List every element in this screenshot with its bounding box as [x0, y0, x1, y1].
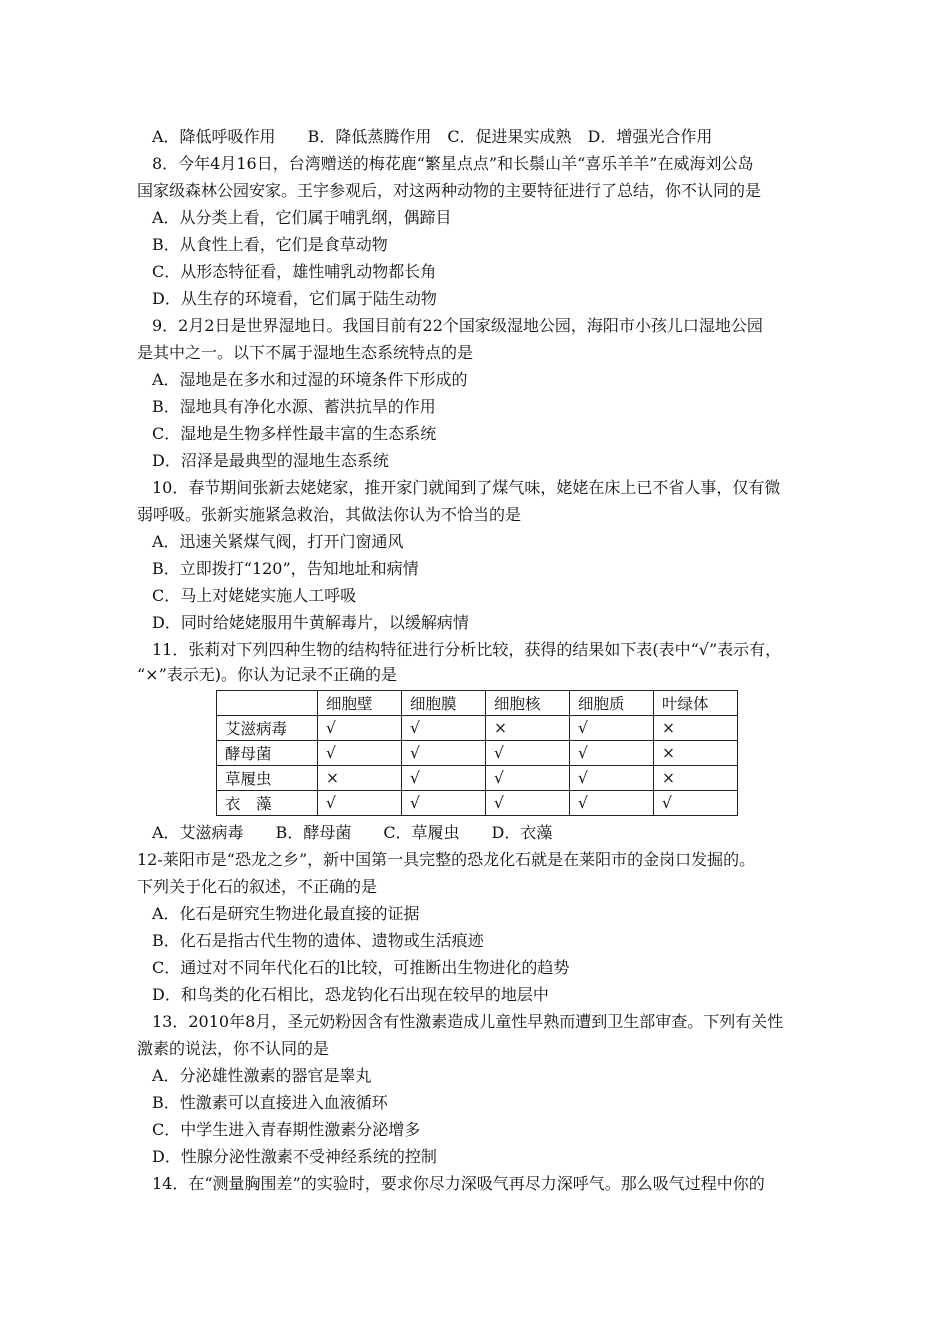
q12-option-b: B．化石是指古代生物的遗体、遗物或生活痕迹	[152, 931, 484, 950]
table-cell: √	[654, 791, 738, 816]
table-cell: √	[402, 766, 486, 791]
q8-option-a: A．从分类上看，它们属于哺乳纲，偶蹄目	[152, 208, 452, 227]
cell-structure-table	[216, 690, 738, 816]
q13-stem-line2: 激素的说法，你不认同的是	[137, 1039, 330, 1058]
table-cell: √	[570, 766, 654, 791]
q8-option-c: C．从形态特征看，雄性哺乳动物都长角	[152, 262, 437, 281]
q7-options: A．降低呼吸作用 B．降低蒸腾作用 C．促进果实成熟 D．增强光合作用	[152, 127, 713, 146]
q14-stem-line1: 14．在“测量胸围差”的实验时，要求你尽力深吸气再尽力深呼气。那么吸气过程中你的	[152, 1174, 765, 1193]
table-header-cell: 叶绿体	[654, 691, 738, 716]
table-cell: √	[402, 791, 486, 816]
q13-option-b: B．性激素可以直接进入血液循环	[152, 1093, 388, 1112]
q10-option-b: B．立即拨打“120”，告知地址和病情	[152, 559, 419, 578]
q11-stem-line2: “×”表示无)。你认为记录不正确的是	[137, 665, 398, 684]
q8-stem-line2: 国家级森林公园安家。王宇参观后，对这两种动物的主要特征进行了总结，你不认同的是	[137, 181, 762, 200]
table-header-cell: 细胞核	[486, 691, 570, 716]
q12-stem-line2: 下列关于化石的叙述，不正确的是	[137, 877, 378, 896]
q10-option-d: D．同时给姥姥服用牛黄解毒片，以缓解病情	[152, 613, 469, 632]
q13-option-c: C．中学生进入青春期性激素分泌增多	[152, 1120, 421, 1139]
table-cell: √	[486, 741, 570, 766]
q9-option-d: D．沼泽是最典型的湿地生态系统	[152, 451, 389, 470]
table-header-cell: 细胞质	[570, 691, 654, 716]
q8-stem-line1: 8．今年4月16日，台湾赠送的梅花鹿“繁星点点”和长鬃山羊“喜乐羊羊”在威海刘公岛	[152, 154, 754, 173]
table-row	[217, 741, 738, 766]
organism-name: 酵母菌	[217, 741, 318, 766]
table-cell: √	[402, 716, 486, 741]
q12-option-a: A．化石是研究生物进化最直接的证据	[152, 904, 420, 923]
q9-option-b: B．湿地具有净化水源、蓄洪抗旱的作用	[152, 397, 436, 416]
q10-stem-line2: 弱呼吸。张新实施紧急救治，其做法你认为不恰当的是	[137, 505, 522, 524]
q8-option-d: D．从生存的环境看，它们属于陆生动物	[152, 289, 437, 308]
table-cell: √	[486, 766, 570, 791]
organism-name: 衣 藻	[217, 791, 318, 816]
table-header-row	[217, 691, 738, 716]
q13-stem-line1: 13．2010年8月，圣元奶粉因含有性激素造成儿童性早熟而遭到卫生部审查。下列有关性	[152, 1012, 784, 1031]
q9-option-a: A．湿地是在多水和过湿的环境条件下形成的	[152, 370, 468, 389]
table-row	[217, 766, 738, 791]
organism-name: 草履虫	[217, 766, 318, 791]
table-cell: ×	[654, 741, 738, 766]
q12-stem-line1: 12-莱阳市是“恐龙之乡”，新中国第一具完整的恐龙化石就是在莱阳市的金岗口发掘的。	[137, 850, 756, 869]
q10-option-a: A．迅速关紧煤气阀，打开门窗通风	[152, 532, 404, 551]
table-header-cell: 细胞膜	[402, 691, 486, 716]
table-cell: √	[318, 741, 402, 766]
organism-name: 艾滋病毒	[217, 716, 318, 741]
table-cell: √	[318, 716, 402, 741]
table-cell: ×	[654, 716, 738, 741]
q9-option-c: C．湿地是生物多样性最丰富的生态系统	[152, 424, 437, 443]
q13-option-d: D．性腺分泌性激素不受神经系统的控制	[152, 1147, 437, 1166]
q13-option-a: A．分泌雄性激素的器官是睾丸	[152, 1066, 372, 1085]
table-cell: √	[318, 791, 402, 816]
q12-option-c: C．通过对不同年代化石的l比较，可推断出生物进化的趋势	[152, 958, 570, 977]
table-row	[217, 716, 738, 741]
table-cell: √	[402, 741, 486, 766]
q11-options: A．艾滋病毒 B．酵母菌 C．草履虫 D．衣藻	[152, 823, 553, 842]
q11-stem-line1: 11．张莉对下列四种生物的结构特征进行分析比较，获得的结果如下表(表中“√”表示有，	[152, 640, 782, 659]
q10-stem-line1: 10．春节期间张新去姥姥家，推开家门就闻到了煤气味，姥姥在床上已不省人事，仅有微	[152, 478, 781, 497]
q9-stem-line1: 9．2月2日是世界湿地日。我国目前有22个国家级湿地公园，海阳市小孩儿口湿地公园	[152, 316, 763, 335]
table-cell: √	[570, 716, 654, 741]
q9-stem-line2: 是其中之一。以下不属于湿地生态系统特点的是	[137, 343, 474, 362]
table-cell: ×	[654, 766, 738, 791]
q12-option-d: D．和鸟类的化石相比，恐龙钧化石出现在较早的地层中	[152, 985, 549, 1004]
table-header-cell	[217, 691, 318, 716]
table-cell: √	[486, 791, 570, 816]
table-cell: ×	[486, 716, 570, 741]
table-cell: ×	[318, 766, 402, 791]
table-header-cell: 细胞壁	[318, 691, 402, 716]
table-cell: √	[570, 741, 654, 766]
q8-option-b: B．从食性上看，它们是食草动物	[152, 235, 388, 254]
q10-option-c: C．马上对姥姥实施人工呼吸	[152, 586, 357, 605]
table-cell: √	[570, 791, 654, 816]
table-row	[217, 791, 738, 816]
